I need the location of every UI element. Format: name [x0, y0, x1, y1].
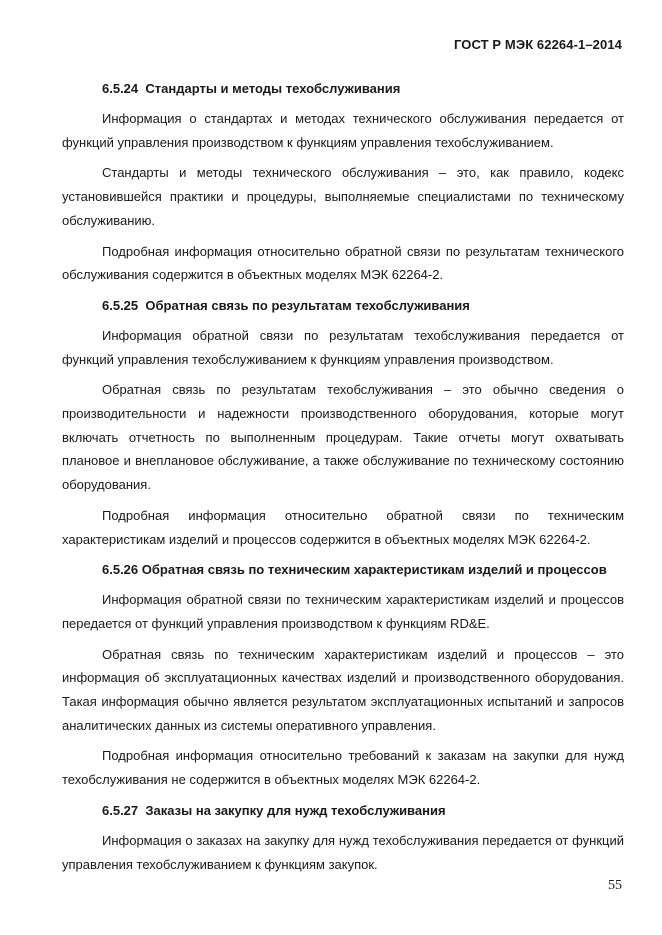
paragraph: Стандарты и методы технического обслуживания – это, как правило, кодекс установившейся практики и процедуры, выполняемые специалистами по техническому обслуживанию.: [62, 165, 624, 228]
section-6-5-26: [62, 558, 624, 792]
page-number: 55: [608, 878, 622, 893]
document-header: ГОСТ Р МЭК 62264-1–2014: [454, 37, 622, 52]
section-number: 6.5.26: [102, 562, 139, 578]
paragraph: Обратная связь по техническим характеристикам изделий и процессов – это информация об эксплуатационных качествах изделий и производственного оборудования. Такая информация обычно является результатом эксплуатационных испытаний и запросов аналитических данных из системы оперативного управления.: [62, 646, 624, 733]
paragraph: Информация обратной связи по техническим характеристикам изделий и процессов передается от функций управления производством к функциям RD&E.: [62, 592, 624, 631]
section-number: 6.5.24: [102, 81, 139, 96]
section-heading: [62, 294, 624, 317]
paragraph: Подробная информация относительно обратной связи по результатам технического обслуживания содержится в объектных моделях МЭК 62264-2.: [62, 243, 624, 283]
section-heading: [62, 558, 624, 581]
paragraph: Информация о стандартах и методах технического обслуживания передается от функций управления производством к функциям управления техобслуживанием.: [62, 111, 624, 150]
section-6-5-27: [62, 799, 624, 876]
paragraph: Информация о заказах на закупку для нужд техобслуживания передается от функций управления техобслуживанием к функциям закупок.: [62, 832, 624, 872]
section-6-5-25: [62, 294, 624, 551]
section-heading: [62, 799, 624, 822]
paragraph: Обратная связь по результатам техобслуживания – это обычно сведения о производительности и надежности производственного оборудования, которые могут включать отчетность по выполненным процедурам. Такие отчеты могут охватывать плановое и внеплановое обслуживание, а также обслуживание по техническому состоянию оборудования.: [62, 382, 624, 493]
section-title: Обратная связь по результатам техобслуживания: [145, 297, 470, 313]
section-number: 6.5.25: [102, 297, 139, 313]
section-number: 6.5.27: [102, 802, 139, 818]
section-heading: [62, 77, 624, 100]
paragraph: Подробная информация относительно обратной связи по техническим характеристикам изделий и процессов содержится в объектных моделях МЭК 62264-2.: [62, 507, 624, 547]
section-6-5-24: [62, 77, 624, 287]
document-body: [62, 77, 624, 883]
section-title: Заказы на закупку для нужд техобслуживания: [145, 802, 446, 818]
section-title: Стандарты и методы техобслуживания: [145, 81, 401, 96]
section-title: Обратная связь по техническим характеристикам изделий и процессов: [141, 562, 607, 578]
paragraph: Подробная информация относительно требований к заказам на закупки для нужд техобслуживания не содержится в объектных моделях МЭК 62264-2.: [62, 748, 624, 788]
paragraph: Информация обратной связи по результатам техобслуживания передается от функций управления техобслуживанием к функциям управления производством.: [62, 327, 624, 367]
